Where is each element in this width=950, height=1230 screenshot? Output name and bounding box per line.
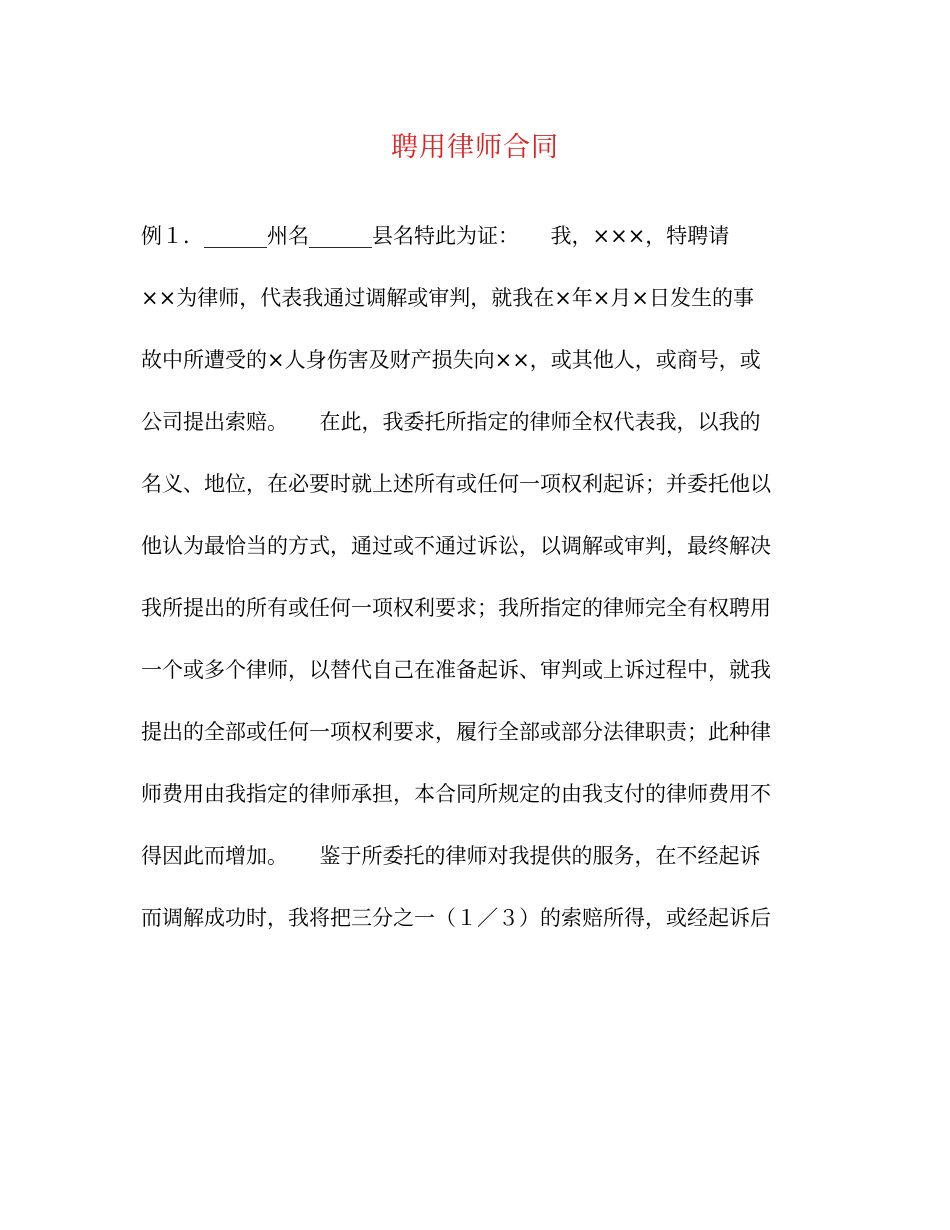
body-line <box>141 651 793 713</box>
body-line-text: ××为律师，代表我通过调解或审判，就我在×年×月×日发生的事 <box>141 286 754 310</box>
body-line-text: 一个或多个律师，以替代自己在准备起诉、审判或上诉过程中，就我 <box>141 658 771 682</box>
body-line-text: 公司提出索赔。 在此，我委托所指定的律师全权代表我，以我的 <box>141 410 761 434</box>
body-line-text: 例１．______州名______县名特此为证： 我，×××，特聘请 <box>141 224 730 248</box>
body-line-text: 我所提出的所有或任何一项权利要求；我所指定的律师完全有权聘用 <box>141 596 771 620</box>
body-line <box>141 775 793 837</box>
body-line <box>141 899 793 961</box>
body-line <box>141 713 793 775</box>
body-line <box>141 279 793 341</box>
body-line <box>141 527 793 589</box>
document-body <box>141 217 793 961</box>
body-line <box>141 341 793 403</box>
body-line-text: 故中所遭受的×人身伤害及财产损失向××，或其他人，或商号，或 <box>141 348 761 372</box>
body-line <box>141 403 793 465</box>
body-line-text: 师费用由我指定的律师承担，本合同所规定的由我支付的律师费用不 <box>141 782 771 806</box>
body-line <box>141 465 793 527</box>
body-line-text: 得因此而增加。 鉴于所委托的律师对我提供的服务，在不经起诉 <box>141 844 761 868</box>
body-line-text: 而调解成功时，我将把三分之一（１／３）的索赔所得，或经起诉后 <box>141 906 771 930</box>
body-line-text: 提出的全部或任何一项权利要求，履行全部或部分法律职责；此种律 <box>141 720 771 744</box>
body-line <box>141 837 793 899</box>
body-line <box>141 589 793 651</box>
document-title: 聘用律师合同 <box>391 132 559 163</box>
body-line-text: 名义、地位，在必要时就上述所有或任何一项权利起诉；并委托他以 <box>141 472 771 496</box>
body-line <box>141 217 793 279</box>
body-line-text: 他认为最恰当的方式，通过或不通过诉讼，以调解或审判，最终解决 <box>141 534 771 558</box>
